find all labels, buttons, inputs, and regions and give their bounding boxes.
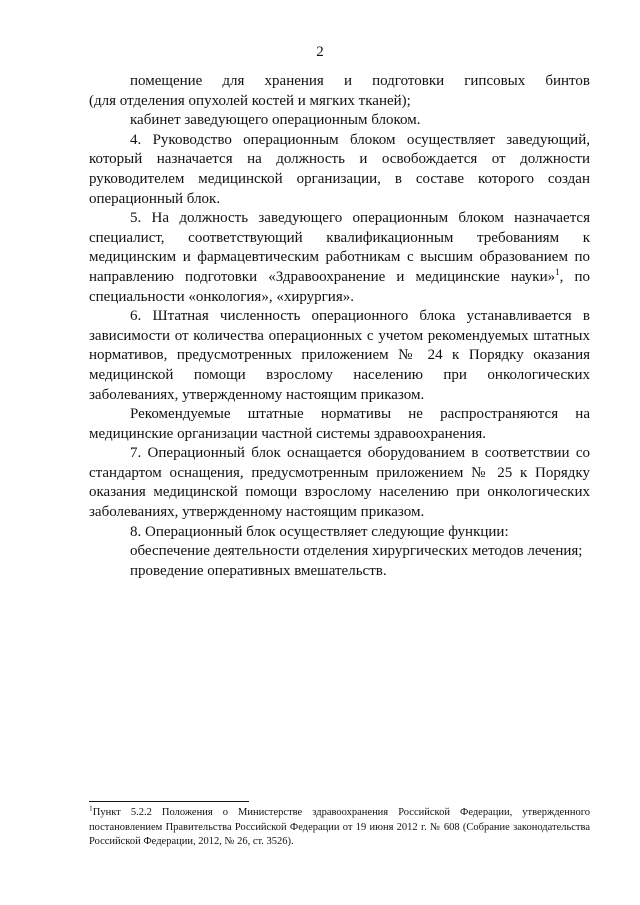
paragraph-function-surgery-dept: обеспечение деятельности отделения хирургических методов лечения; <box>130 543 583 560</box>
paragraph-item-8: 8. Операционный блок осуществляет следующие функции: <box>130 523 509 540</box>
footnote-reference: 1 <box>555 266 560 277</box>
paragraph-item-7: 7. Операционный блок оснащается оборудованием в соответствии со стандартом оснащения, предусмотренным приложением № 25 к Порядку оказания медицинской помощи взрослому населению при онкологических заболеваниях, утвержденному настоящим приказом. <box>89 445 590 521</box>
paragraph-storage-room-line1: помещение для хранения и подготовки гипсовых бинтов <box>130 73 590 89</box>
page-number: 2 <box>316 44 324 60</box>
paragraph-item-5 <box>89 209 590 307</box>
paragraph-head-office: кабинет заведующего операционным блоком. <box>130 112 421 129</box>
paragraph-item-5-tail: , по специальности «онкология», «хирургия». <box>89 268 590 305</box>
paragraph-item-5-text: 5. На должность заведующего операционным блоком назначается специалист, соответствующий квалификационным требованиям к медицинским и фармацевтическим работникам с высшим образованием по направлению подготовки «Здравоохранение и медицинские науки» <box>89 210 590 285</box>
footnote-marker: 1 <box>89 803 93 813</box>
paragraph-recommended-norms: Рекомендуемые штатные нормативы не распространяются на медицинские организации частной системы здравоохранения. <box>89 406 590 442</box>
paragraph-storage-room-line2: (для отделения опухолей костей и мягких тканей); <box>89 92 411 109</box>
paragraph-item-4: 4. Руководство операционным блоком осуществляет заведующий, который назначается на должность и освобождается от должности руководителем медицинской организации, в составе которого создан операционный блок. <box>89 131 590 207</box>
paragraph-function-operations: проведение оперативных вмешательств. <box>130 562 387 579</box>
footnote-text: Пункт 5.2.2 Положения о Министерстве здравоохранения Российской Федерации, утвержденного постановлением Правительства Российской Федерации от 19 июня 2012 г. № 608 (Собрание законодательства Российской Федерации, 2012, № 26, ст. 3526). <box>89 807 590 847</box>
document-body <box>89 72 590 581</box>
footnote <box>89 803 590 850</box>
footnote-divider <box>89 801 249 802</box>
paragraph-item-6: 6. Штатная численность операционного блока устанавливается в зависимости от количества операционных с учетом рекомендуемых штатных нормативов, предусмотренных приложением № 24 к Порядку оказания медицинской помощи взрослому населению при онкологических заболеваниях, утвержденному настоящим приказом. <box>89 308 590 403</box>
